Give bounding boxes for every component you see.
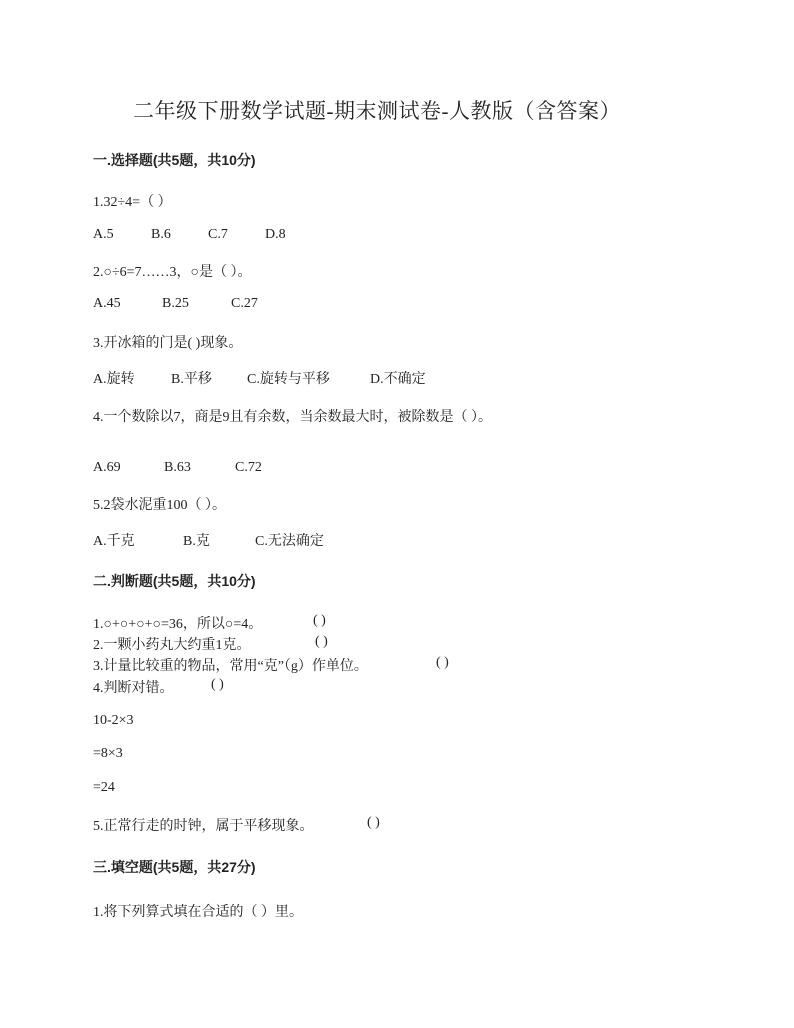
- question-text: 1.32÷4=（ ）: [93, 195, 172, 210]
- section-heading-judgment: 二.判断题(共5题，共10分): [93, 573, 256, 589]
- option-c: C.无法确定: [255, 534, 324, 549]
- option-d: D.不确定: [370, 372, 426, 387]
- option-c: C.72: [235, 460, 262, 475]
- question-text: 5.正常行走的时钟，属于平移现象。: [93, 819, 314, 834]
- answer-blank: ( ): [436, 655, 449, 670]
- option-b: B.6: [151, 227, 171, 242]
- calc-line: =8×3: [93, 746, 123, 761]
- option-c: C.旋转与平移: [247, 372, 330, 387]
- answer-blank: ( ): [315, 634, 328, 649]
- option-c: C.7: [208, 227, 228, 242]
- option-b: B.克: [183, 534, 210, 549]
- option-a: A.旋转: [93, 372, 135, 387]
- answer-blank: ( ): [211, 677, 224, 692]
- question-text: 1.将下列算式填在合适的（ ）里。: [93, 905, 303, 920]
- page-title: 二年级下册数学试题-期末测试卷-人教版（含答案）: [133, 99, 621, 123]
- question-text: 4.一个数除以7，商是9且有余数，当余数最大时，被除数是（ ）。: [93, 410, 492, 425]
- calc-line: =24: [93, 780, 115, 795]
- option-a: A.5: [93, 227, 114, 242]
- question-text: 3.开冰箱的门是( )现象。: [93, 336, 243, 351]
- option-a: A.69: [93, 460, 121, 475]
- option-d: D.8: [265, 227, 286, 242]
- option-b: B.63: [164, 460, 191, 475]
- option-a: A.45: [93, 296, 121, 311]
- question-text: 3.计量比较重的物品，常用“克”（g）作单位。: [93, 659, 368, 674]
- option-a: A.千克: [93, 534, 135, 549]
- question-text: 5.2袋水泥重100（ ）。: [93, 498, 226, 513]
- section-heading-choice: 一.选择题(共5题，共10分): [93, 152, 256, 168]
- calc-line: 10-2×3: [93, 713, 134, 728]
- option-c: C.27: [231, 296, 258, 311]
- question-text: 2.○÷6=7……3，○是（ ）。: [93, 265, 252, 280]
- question-text: 2.一颗小药丸大约重1克。: [93, 638, 251, 653]
- option-b: B.平移: [171, 372, 212, 387]
- question-text: 4.判断对错。: [93, 681, 174, 696]
- answer-blank: ( ): [367, 815, 380, 830]
- question-text: 1.○+○+○+○=36，所以○=4。: [93, 617, 263, 632]
- section-heading-fill: 三.填空题(共5题，共27分): [93, 859, 256, 875]
- answer-blank: ( ): [313, 613, 326, 628]
- option-b: B.25: [162, 296, 189, 311]
